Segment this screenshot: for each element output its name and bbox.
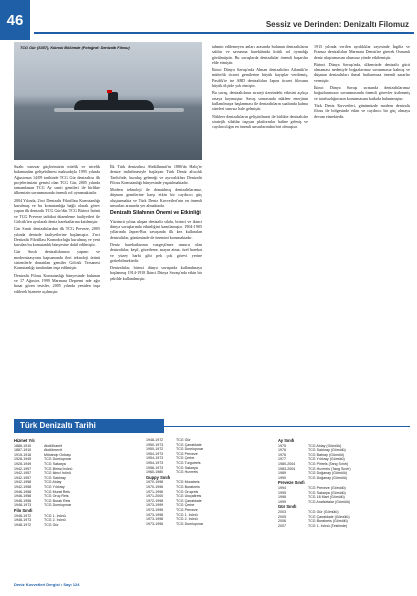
- table-section-heading: Hizmet Yılı: [14, 438, 35, 443]
- service-years: 1958-1973: [146, 465, 164, 470]
- service-years: 1887-1910: [14, 448, 32, 453]
- submarine-name: TCG Çanakkale: [176, 498, 202, 503]
- paragraph: Sualtı varuvar güçlerimizin nitelik ve nicelik bakımından gelişebilmesi maksadıyla 1995 yılında Ağustosun 14/09 tarihinde TCG Gür denizaltısı ilk projelerimizin gemisi olan TCG Gür, 2005 yılında tamamlanan TCG Ay sınıfı gemileri ile birlikte ülkemizin savunmasında önemli rol oynamaktadır.: [14, 164, 100, 196]
- service-years: 1972-1998: [146, 498, 164, 503]
- paragraph: Birinci Dünya Savaşı'nda, ülkemizde denizaltı gücü olmaması nedeniyle boğazlarımız savunmasız kalmış ve düşman denizaltıları ikmal hatlarımıza önemli zararlar vermiştir.: [314, 61, 410, 83]
- table-row: [14, 503, 140, 508]
- submarine-name: TCG Pirireis (Tang Sınıfı): [308, 461, 349, 466]
- submarine-name: TCG Yıldıray (Gömülü): [308, 457, 345, 462]
- article-subheading: Denizaltı Silahının Önemi ve Etkinliği: [110, 210, 201, 217]
- service-years: 1977: [278, 457, 286, 462]
- service-years: 1971-1996: [146, 489, 164, 494]
- service-years: 1948-1972: [14, 522, 32, 527]
- service-years: 1970-1996: [146, 484, 164, 489]
- submarine-name: Abdülhamit: [44, 443, 62, 448]
- service-years: 1973-1996: [146, 521, 164, 526]
- submarine-name: TCG Sakarya: [44, 461, 66, 466]
- service-years: 1954-1973: [146, 456, 164, 461]
- history-table-column-2: [146, 438, 272, 526]
- table-section-heading: Guppy Sınıfı: [146, 474, 171, 480]
- article-column-right-2: [314, 44, 410, 121]
- submarine-name: TCG Birinci İnönü: [44, 466, 73, 471]
- paragraph: Gür Sınıfı denizaltılarının yapımı ve modernizasyonu kapsamında ileri teknoloji ürünü sistemlerle donatılan gemiler Gölcük Tersanesi Komutanlığı tarafından inşa edilmiştir.: [14, 249, 100, 271]
- service-years: 1995: [278, 490, 286, 495]
- service-years: 1942-1957: [14, 466, 32, 471]
- service-years: 1975: [278, 443, 286, 448]
- service-years: 1976: [278, 448, 286, 453]
- submarine-name: Müstecip Onbaşı: [44, 452, 71, 457]
- service-years: 1980-2004: [278, 461, 296, 466]
- table-section-heading: Ay Sınıfı: [278, 438, 295, 443]
- paragraph: Modern teknoloji ile donatılmış denizaltılarımız, düşman gemilerine karşı etkin bir caydırıcı güç oluşturmakta ve Türk Deniz Kuvvetleri'nin en önemli unsurları arasında yer almaktadır.: [110, 187, 202, 209]
- table-title-divider: [164, 426, 410, 427]
- history-table-column-3: [278, 438, 410, 528]
- submarine-name: TCG Muratreis: [176, 480, 200, 485]
- service-years: 1994: [278, 485, 286, 490]
- service-years: 1950-1972: [146, 447, 164, 452]
- service-years: 1970-1998: [146, 480, 164, 485]
- service-years: 1928-1945: [14, 457, 32, 462]
- submarine-name: TCG Dumlupınar: [176, 447, 204, 452]
- service-years: 1886-1910: [14, 443, 32, 448]
- submarine-name: Abdülmecit: [44, 448, 62, 453]
- page-header: [0, 0, 417, 44]
- submarine-name: TCG Doğanay (Gömülü): [308, 475, 347, 480]
- submarine-name: TCG Saldıray: [44, 475, 66, 480]
- submarine-name: TCG Turgutreis: [176, 460, 201, 465]
- article-column-left: [14, 164, 100, 296]
- table-section-heading: Filo Sınıfı: [14, 507, 33, 513]
- service-years: 1954-1973: [146, 460, 164, 465]
- submarine-name: TCG Preveze: [176, 507, 198, 512]
- paragraph: Denizaltı Filosu Komutanlığı bünyesinde bulunan ve 17 Ağustos 1999 Marmara Depremi nde ağır hasar gören tesisler, 2005 yılında yeniden inşa edilerek hizmete açılmıştır.: [14, 272, 100, 294]
- service-years: 1954-1973: [146, 451, 164, 456]
- submarine-name: TCG Preveze: [176, 451, 198, 456]
- submarine-name: TCG Doğanay (Gömülü): [308, 471, 347, 476]
- submarine-name: TCG Çanakkale: [176, 442, 202, 447]
- service-years: 1946-1958: [14, 498, 32, 503]
- service-years: 1948-1973: [14, 503, 32, 508]
- submarine-name: TCG Atılay: [44, 480, 62, 485]
- service-years: 1942-1958: [14, 484, 32, 489]
- table-row: [14, 523, 140, 528]
- paragraph: İkinci Dünya Savaşı'nda Alman denizaltıları Atlantik'te müttefik ticaret gemilerine büyük kayıplar verdirmiş, Pasifik'te ise ABD denizaltıları Japon ticaret filosunu büyük ölçüde yok etmiştir.: [212, 67, 308, 89]
- submarine-name: TCG Dumlupınar: [44, 503, 72, 508]
- submarine-name: TCG Çanakkale (Gömülü): [308, 514, 350, 519]
- submarine-name: TCG Atılay (Gömülü): [308, 443, 342, 448]
- submarine-name: TCG 1. İnönü: [176, 512, 198, 517]
- service-years: 2007: [278, 523, 286, 528]
- service-years: 1928-1949: [14, 461, 32, 466]
- service-years: 1998: [278, 495, 286, 500]
- service-years: 1990: [278, 475, 286, 480]
- service-years: 1950-1973: [146, 442, 164, 447]
- submarine-name: TCG 2. İnönü: [44, 518, 66, 523]
- service-years: 2003: [278, 509, 286, 514]
- page-number: 46: [0, 0, 30, 40]
- paragraph: İkinci Dünya Savaşı sırasında denizaltılarımız boğazlarımızın savunmasında önemli görevler üstlenmiş ve tarafsızlığımızın korunmasına katkıda bulunmuştur.: [314, 85, 410, 101]
- submarine-name: TCG Preveze (Gömülü): [308, 485, 346, 490]
- submarine-name: TCG Burakreis (Gömülü): [308, 519, 348, 524]
- service-years: 2005: [278, 514, 286, 519]
- submarine-name: TCG Sakarya (Gömülü): [308, 490, 346, 495]
- service-years: 1946-1958: [14, 494, 32, 499]
- paragraph: Gür Sınıfı denizaltılardan ilk TCG Preveze, 2005 yılında denizde faaliyetlerine başlamıştır. 2'nci Denizaltı Filotillası Komodorluğu kurulmuş ve yeni kurulan bu komutanlık bünyesine dahil edilmiştir.: [14, 226, 100, 248]
- service-years: 1942-1958: [14, 480, 32, 485]
- submarine-name: TCG 2. İnönü: [176, 517, 198, 522]
- photo-caption: TCG Gür (S357), Kıbrıslı Bölümde (Fotoğraf: Denizaltı Filosu): [20, 46, 130, 50]
- submarine-photo: [14, 42, 202, 160]
- paragraph: Denizaltılar, birinci dünya savaşında kullanılmaya başlanmış 1914-1918 İkinci Dünya Savaşı'nda etkin bir şekilde kullanılmıştır.: [110, 265, 202, 281]
- submarine-name: TCG Batıray (Gömülü): [308, 452, 344, 457]
- service-years: 1946-1958: [14, 489, 32, 494]
- service-years: 1960-1980: [146, 470, 164, 475]
- submarine-name: TCG Oruçreis: [176, 489, 199, 494]
- submarine-name: TCG İkinci İnönü: [44, 471, 71, 476]
- service-years: 1973-1996: [146, 507, 164, 512]
- submarine-name: TCG Çerbe: [176, 456, 195, 461]
- submarine-name: TCG Saldıray (Gömülü): [308, 448, 346, 453]
- service-years: 1976: [278, 452, 286, 457]
- page-footer: Deniz Kuvvetleri Dergisi • Sayı 124: [14, 582, 80, 587]
- submarine-name: TCG Hızırreis: [176, 470, 198, 475]
- service-years: 1973-1998: [146, 517, 164, 522]
- paragraph: İlk Türk denizaltısı Abdülhamit'in 1886'da Haliç'te denize indirilmesiyle başlayan Türk Deniz altıcılık Tarihi'nde, kuruluş geleneği ve ayrıcalıkları Denizaltı Filosu Komutanlığı bünyesinde yaşatılmaktadır.: [110, 164, 202, 185]
- table-section-heading: Preveze Sınıfı: [278, 480, 305, 486]
- submarine-name: TCG Uluçalireis: [176, 494, 202, 499]
- submarine-name: TCG Burak Reis: [44, 498, 71, 503]
- submarine-sail: [108, 92, 118, 102]
- service-years: 1948-1972: [14, 513, 32, 518]
- submarine-name: TCG Sakarya: [176, 465, 198, 470]
- history-table-title: Türk Denizaltı Tarihi: [14, 419, 164, 433]
- submarine-name: TCG Gür: [44, 522, 59, 527]
- paragraph: tahmin edilemeyen anları arasında bulunan denizaltıların saldırı ve savunma harekâtında kritik rol oynadığı görülmüştür. Bu savaşlarda denizaltılar önemli başarılar elde etmiştir.: [212, 44, 308, 65]
- flag-icon: [107, 90, 112, 93]
- submarine-name: TCG Hızırreis (Tang Sınıfı): [308, 466, 351, 471]
- submarine-name: TCG 1. İnönü: [44, 513, 66, 518]
- service-years: 1971-2000: [146, 494, 164, 499]
- paragraph: 1915 yılında verilen ayrıklıklar sayesinde İngiliz ve Fransız denizaltıları Marmara Denizi'ne girerek Osmanlı deniz ulaştırmasını olumsuz yönde etkilemiştir.: [314, 44, 410, 60]
- paragraph: 2004 Yılında, 2'nci Denizaltı Filotillası Komutanlığı kurulmuş ve bu komutanlığa bağlı olarak görev yapan ilk denizaltı TCG Gür'dür. TCG Birinci İnönü ve TCG Preveze tatbikat düzenleme faaliyetleri ile Gölcük'ten ayrılarak deniz harekatlarına katılmıştır.: [14, 197, 100, 224]
- article-column-right-1: [212, 44, 308, 131]
- submarine-name: TCG Çerbe: [176, 503, 195, 508]
- service-years: 1948-1973: [14, 518, 32, 523]
- submarine-name: TCG Murat Reis: [44, 489, 70, 494]
- service-years: 1942-1957: [14, 475, 32, 480]
- paragraph: Deniz harekatlarının vazgeçilmez unsuru olan denizaltılar, keşif, gözetleme, mayın atma, özel harekat ve yüzey harbi gibi pek çok görevi yerine getirebilmektedir.: [110, 241, 202, 263]
- submarine-name: TCG Dumlupınar: [176, 521, 204, 526]
- submarine-name: TCG Gür: [176, 438, 191, 442]
- service-years: 1973-1999: [146, 503, 164, 508]
- service-years: 1989: [278, 471, 286, 476]
- article-column-middle: [110, 164, 202, 283]
- paragraph: Nükleer denizaltıların geliştirilmesi ile birlikte denizaltılar stratejik silahlar taşıyan platformlar haline gelmiş ve caydırıcılığın en önemli unsurlarından biri olmuştur.: [212, 113, 308, 130]
- service-years: 1983-2004: [278, 466, 296, 471]
- history-table-column-1: [14, 438, 140, 527]
- paragraph: Bu savaş, denizaltıların strateji üzerindeki etkisini açıkça ortaya koymuştur. Savaş sonrasında nükleer enerjinin kullanılmaya başlanması ile denizaltıların sualtında kalma süreleri sınırsız hale gelmiştir.: [212, 90, 308, 112]
- service-years: 1942-1957: [14, 471, 32, 476]
- header-divider: [34, 32, 414, 34]
- section-title: Sessiz ve Derinden: Denizaltı Filomuz: [265, 20, 409, 29]
- paragraph: Yüzüncü yılına ulaşan denizaltı silahı, birinci ve ikinci dünya savaşlarında etkinliğini kanıtlamıştır. 1904-1905 yıllarında Japon-Rus savaşında ilk kez kullanılan denizaltılar, günümüzde de önemini korumaktadır.: [110, 218, 202, 240]
- table-row: [278, 524, 410, 529]
- service-years: 1999: [278, 499, 286, 504]
- submarine-name: TCG Gür (Gömülü): [308, 509, 339, 514]
- submarine-name: TCG Yıldıray: [44, 484, 65, 489]
- submarine-name: TCG 1. İnönü (Teslimde): [308, 523, 348, 528]
- paragraph: Türk Deniz Kuvvetleri, günümüzde modern denizaltı filosu ile bölgesinde etkin ve caydırıcı bir güç olmaya devam etmektedir.: [314, 102, 410, 119]
- submarine-name: TCG Burakreis: [176, 484, 200, 489]
- submarine-name: TCG Oruç Reis: [44, 494, 69, 499]
- table-row: [278, 500, 410, 505]
- submarine-name: TCG Anafartalar (Gömülü): [308, 499, 350, 504]
- service-years: 1973-1998: [146, 512, 164, 517]
- service-years: 2006: [278, 519, 286, 524]
- submarine-name: TCG 18 Mart (Gömülü): [308, 495, 345, 500]
- service-years: 1915-1918: [14, 452, 32, 457]
- service-years: 1948-1972: [146, 438, 164, 442]
- table-row: [146, 522, 272, 527]
- submarine-name: TCG Dumlupınar: [44, 457, 72, 462]
- table-section-heading: Gür Sınıfı: [278, 504, 297, 510]
